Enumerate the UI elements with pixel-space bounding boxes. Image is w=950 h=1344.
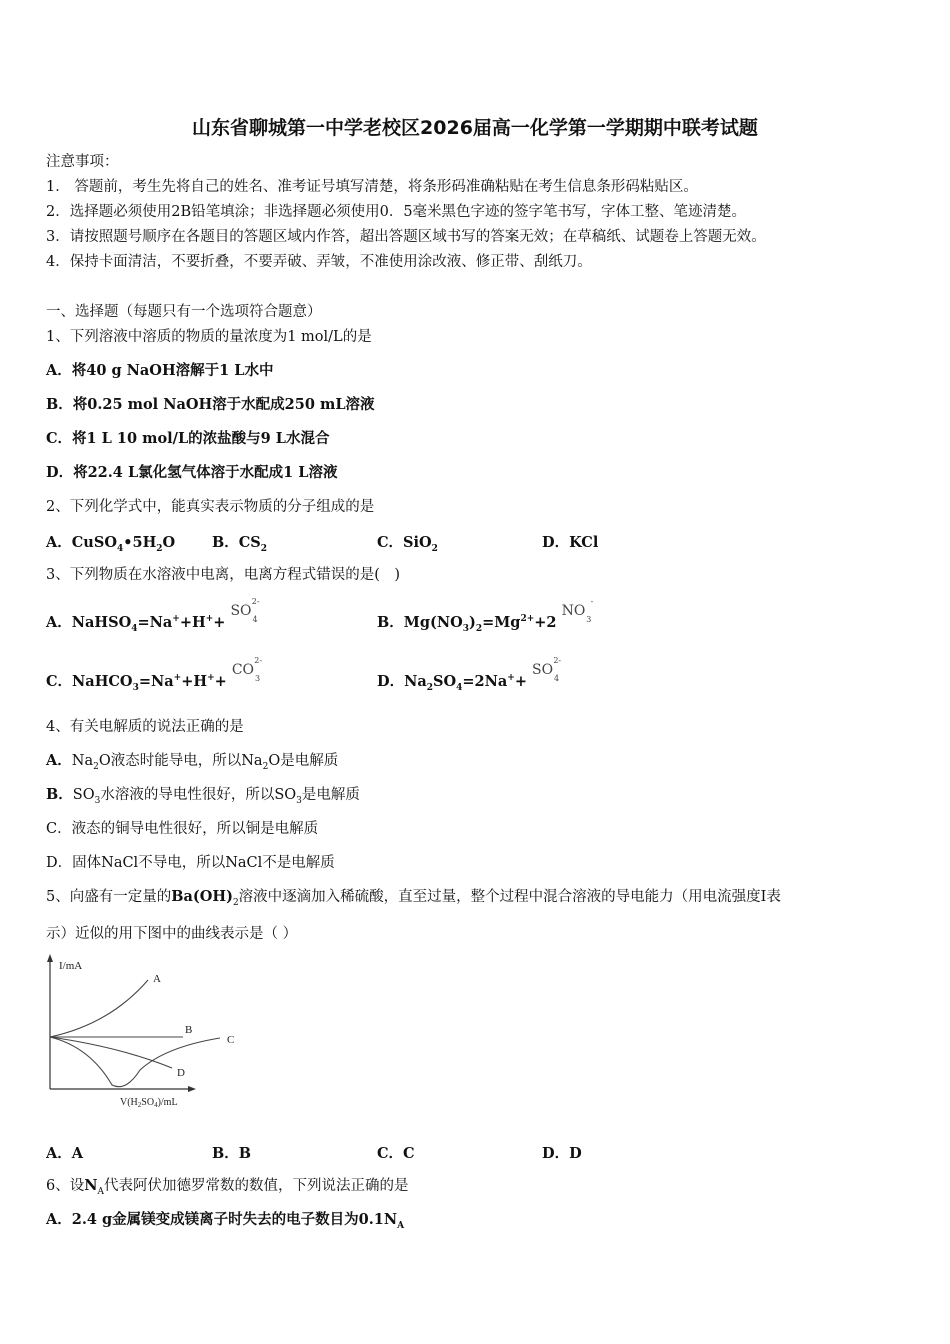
q3-option-c: C．NaHCO$_3$=Na++H++ CO 2- 3 (46, 656, 263, 693)
q2-option-d: D．KCl (542, 534, 599, 551)
question-3-stem: 3、下列物质在水溶液中电离，电离方程式错误的是( ) (46, 567, 401, 583)
page-title: 山东省聊城第一中学老校区2026届高一化学第一学期期中联考试题 (192, 117, 758, 139)
carbonate-ion: CO 2- 3 (231, 656, 263, 683)
q2-option-a: A．$CuSO_4•5H_2O$ (46, 534, 176, 554)
q3-option-b: B．$Mg(NO_3)_2=Mg^{2+}+2$ NO - 3 (377, 597, 594, 634)
x-axis-arrow (188, 1086, 196, 1092)
curve-label-d: D (177, 1067, 185, 1079)
curve-c (50, 1037, 220, 1087)
q3-option-d: D．$Na_2SO_4=2Na^++$ SO 2- 4 (377, 656, 562, 693)
notice-heading: 注意事项： (46, 154, 119, 170)
q3-option-a: A．NaHSO$_4$=Na++H++ SO 2- 4 (46, 597, 260, 634)
curve-d (50, 1037, 172, 1068)
question-4-stem: 4、有关电解质的说法正确的是 (46, 719, 244, 735)
q4-option-a: A．$Na_2O$液态时能导电，所以$Na_2O$是电解质 (46, 752, 339, 772)
notice-item: 4．保持卡面清洁，不要折叠，不要弄破、弄皱，不准使用涂改液、修正带、刮纸刀。 (46, 254, 592, 270)
q5-option-c: C．C (377, 1145, 415, 1162)
q1-option-a: A．将40 g NaOH溶解于1 L水中 (46, 362, 274, 379)
curve-label-a: A (153, 973, 161, 985)
curve-a (50, 980, 148, 1037)
conductivity-graph (40, 952, 260, 1112)
question-5-stem-cont: 示）近似的用下图中的曲线表示是（ ） (46, 926, 298, 942)
notice-item: 2．选择题必须使用2B铅笔填涂；非选择题必须使用0．5毫米黑色字迹的签字笔书写，字体工整、笔迹清楚。 (46, 204, 747, 220)
y-axis-label: I/mA (59, 960, 83, 972)
notice-item: 1． 答题前，考生先将自己的姓名、准考证号填写清楚，将条形码准确粘贴在考生信息条形码粘贴区。 (46, 179, 698, 195)
q5-option-b: B．B (212, 1145, 252, 1162)
question-5-stem: 5、向盛有一定量的$Ba(OH)_2$溶液中逐滴加入稀硫酸，直至过量，整个过程中混合溶液的导电能力（用电流强度I表 (46, 888, 781, 908)
sulfate-ion: SO 2- 4 (532, 656, 562, 683)
curve-label-b: B (185, 1024, 193, 1036)
q4-option-d: D．固体NaCl不导电，所以NaCl不是电解质 (46, 855, 335, 871)
q6-option-a: A．2.4 g金属镁变成镁离子时失去的电子数目为$0.1N_A$ (46, 1211, 405, 1231)
nitrate-ion: NO - 3 (561, 597, 594, 624)
q5-option-d: D．D (542, 1145, 582, 1162)
question-1-stem: 1、下列溶液中溶质的物质的量浓度为1 mol/L的是 (46, 329, 372, 345)
sulfate-ion: SO 2- 4 (230, 597, 260, 624)
question-6-stem: 6、设$N_A$代表阿伏加德罗常数的数值，下列说法正确的是 (46, 1177, 409, 1197)
section-heading: 一、选择题（每题只有一个选项符合题意） (46, 304, 322, 320)
curve-label-c: C (227, 1034, 235, 1046)
q1-option-d: D．将22.4 L氯化氢气体溶于水配成1 L溶液 (46, 464, 338, 481)
notice-item: 3．请按照题号顺序在各题目的答题区域内作答，超出答题区域书写的答案无效；在草稿纸、试题卷上答题无效。 (46, 229, 766, 245)
q4-option-b: B．$SO_3$水溶液的导电性很好，所以$SO_3$是电解质 (46, 786, 360, 806)
q4-option-c: C．液态的铜导电性很好，所以铜是电解质 (46, 821, 319, 837)
q1-option-c: C．将1 L 10 mol/L的浓盐酸与9 L水混合 (46, 430, 330, 447)
q2-option-c: C．SiO$_2$ (377, 534, 438, 554)
y-axis-arrow (47, 954, 53, 962)
q2-option-b: B．$CS_2$ (212, 534, 268, 554)
x-axis-label: $V(H_2SO_4)/mL$ (120, 1097, 178, 1109)
q1-option-b: B．将0.25 mol NaOH溶于水配成250 mL溶液 (46, 396, 375, 413)
question-2-stem: 2、下列化学式中，能真实表示物质的分子组成的是 (46, 499, 375, 515)
q5-option-a: A．A (46, 1145, 84, 1162)
